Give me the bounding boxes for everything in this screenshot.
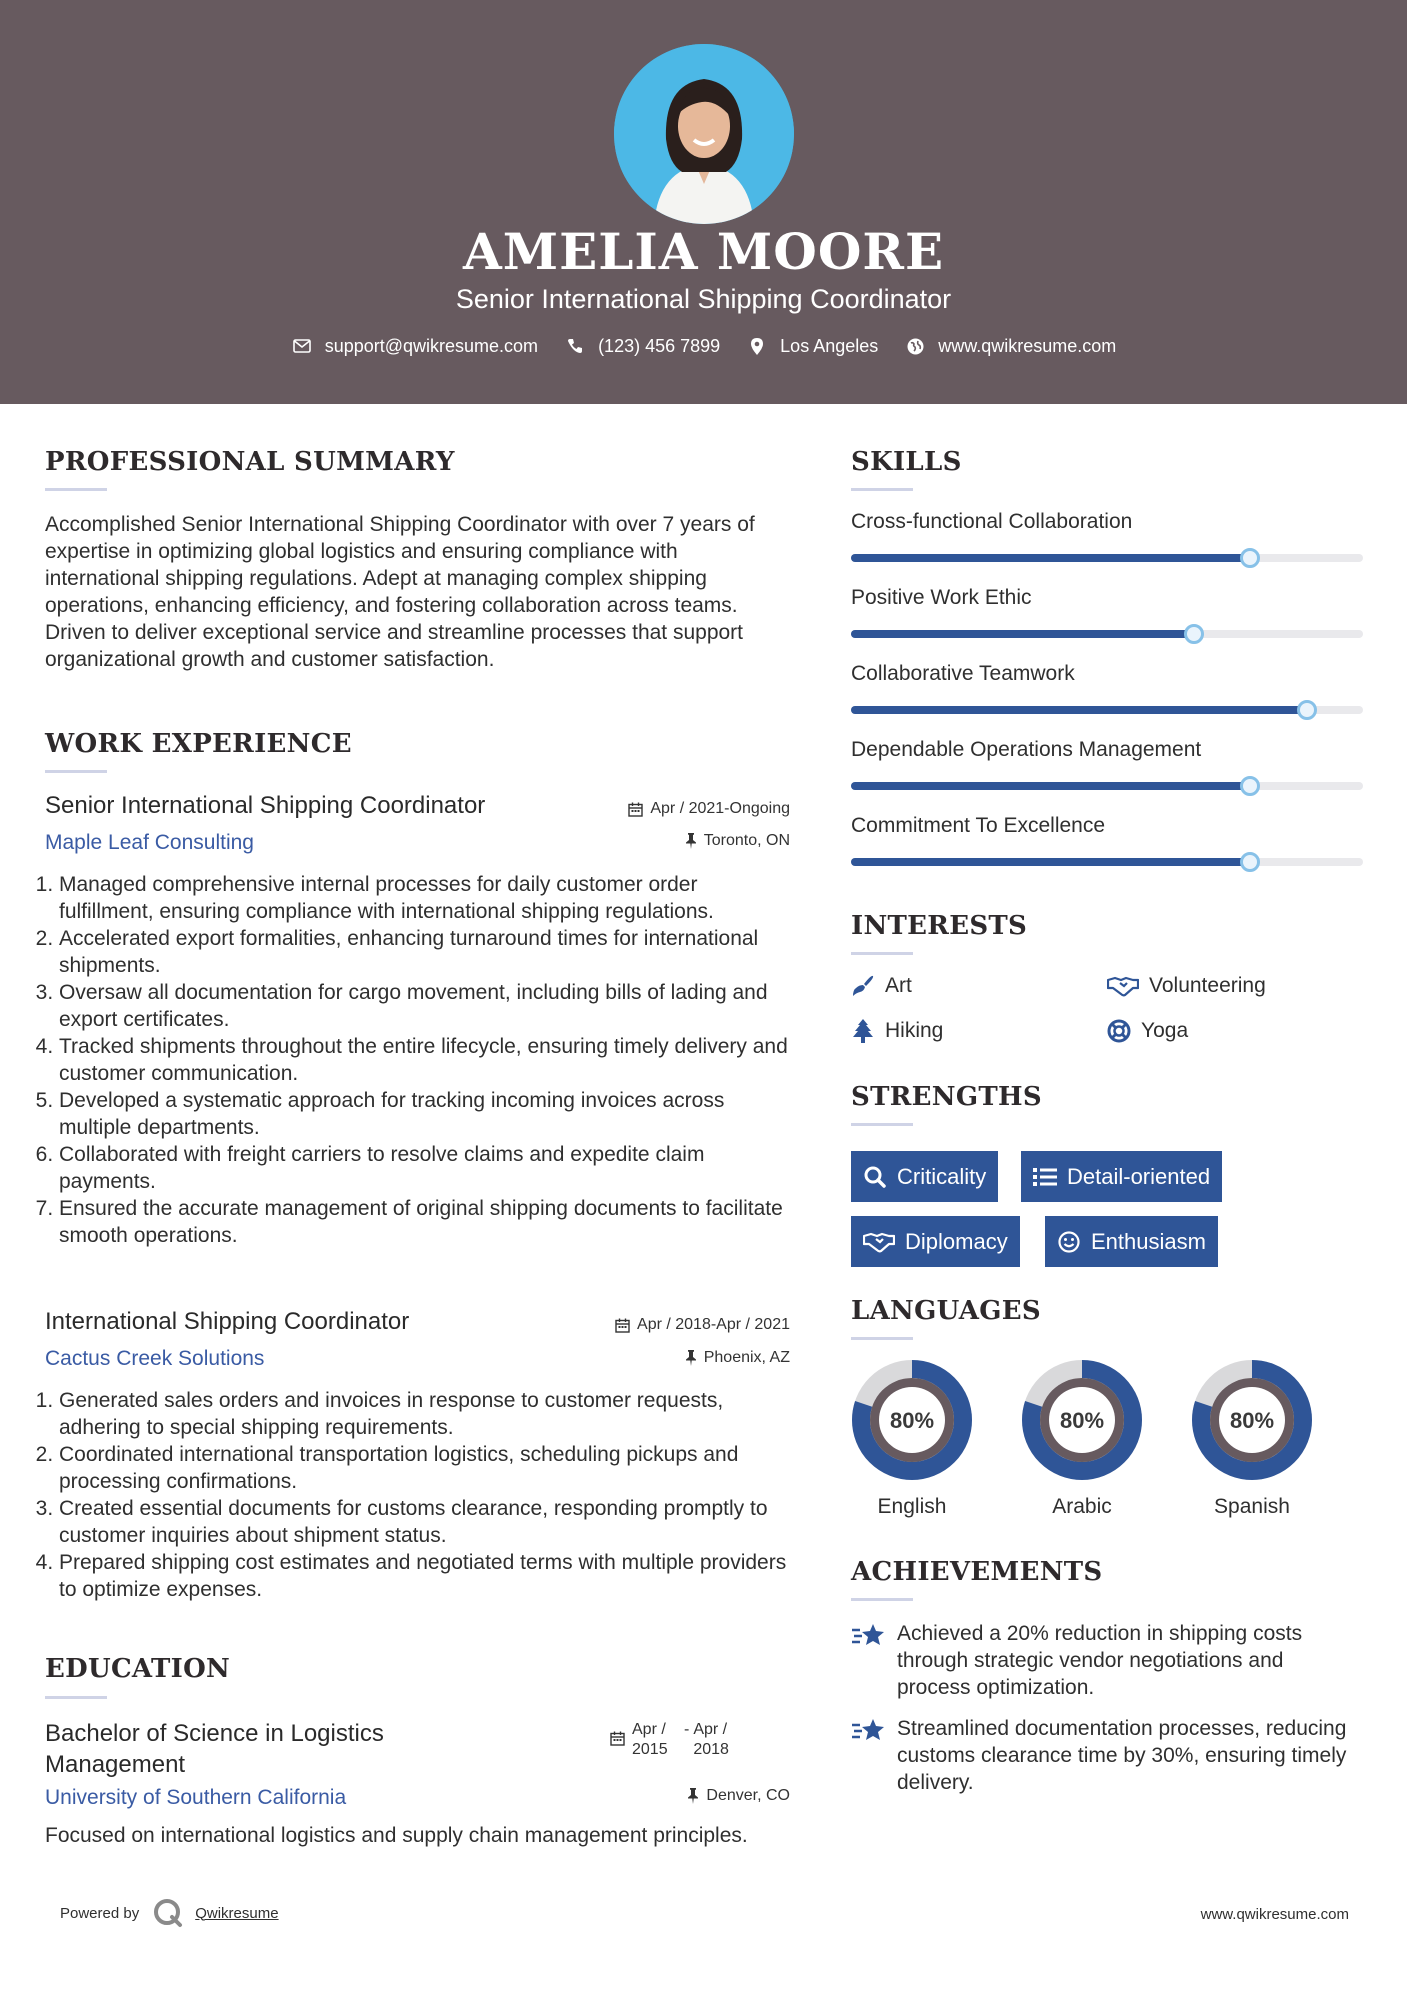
education-date: Apr / 2015 - Apr / 2018 xyxy=(610,1720,741,1760)
skill-bar-knob xyxy=(1297,700,1317,720)
language-item xyxy=(1021,1359,1143,1518)
list-item: 1. Managed comprehensive internal processes for daily customer order fulfillment, ensuring compliance with international shipping regulations. xyxy=(59,871,790,925)
skill-bar-knob xyxy=(1240,852,1260,872)
brand-link[interactable]: Qwikresume xyxy=(195,1904,279,1922)
section-divider xyxy=(851,1337,913,1340)
candidate-title: Senior International Shipping Coordinator xyxy=(455,284,952,314)
achievements-heading: ACHIEVEMENTS xyxy=(851,1557,1103,1587)
language-label: Arabic xyxy=(1052,1495,1112,1518)
skill-bar-fill xyxy=(851,630,1194,638)
interest-yoga: Yoga xyxy=(1107,1019,1188,1043)
footer-website-link[interactable]: www.qwikresume.com xyxy=(1200,1906,1349,1923)
contact-website[interactable]: www.qwikresume.com xyxy=(904,335,1116,357)
skill-label: Commitment To Excellence xyxy=(851,814,1106,837)
strength-tag: Enthusiasm xyxy=(1045,1216,1218,1267)
skill-bar-knob xyxy=(1240,548,1260,568)
handshake-icon xyxy=(863,1230,895,1254)
skill-bar-knob xyxy=(1240,776,1260,796)
job-bullets xyxy=(40,1387,790,1603)
strength-tag: Diplomacy xyxy=(851,1216,1020,1267)
interest-hiking: Hiking xyxy=(851,1019,943,1043)
contact-phone[interactable]: (123) 456 7899 xyxy=(564,335,720,357)
skills-heading: SKILLS xyxy=(851,447,962,477)
language-label: Spanish xyxy=(1214,1495,1290,1518)
job-title: International Shipping Coordinator xyxy=(45,1308,410,1335)
calendar-icon xyxy=(615,1318,630,1333)
education-location: Denver, CO xyxy=(687,1787,790,1805)
language-percent: 80% xyxy=(889,1408,935,1433)
summary-heading: PROFESSIONAL SUMMARY xyxy=(45,447,455,477)
job-date: Apr / 2021-Ongoing xyxy=(628,800,790,818)
shooting-star-icon xyxy=(851,1715,887,1747)
strength-tag: Criticality xyxy=(851,1151,998,1202)
candidate-name: AMELIA MOORE xyxy=(462,222,945,281)
language-label: English xyxy=(877,1495,947,1518)
smile-icon xyxy=(1057,1230,1081,1254)
language-item xyxy=(851,1359,973,1518)
achievement-item: Achieved a 20% reduction in shipping costs through strategic vendor negotiations and process optimization. xyxy=(851,1620,1361,1701)
skill-label: Dependable Operations Management xyxy=(851,738,1202,761)
language-ring xyxy=(1021,1359,1143,1481)
globe-icon xyxy=(904,335,926,357)
map-pin-icon xyxy=(746,335,768,357)
list-item: 7. Ensured the accurate management of original shipping documents to facilitate smooth operations. xyxy=(59,1195,790,1249)
interest-volunteering: Volunteering xyxy=(1107,974,1266,998)
list-item: 5. Developed a systematic approach for tracking incoming invoices across multiple departments. xyxy=(59,1087,790,1141)
lifebuoy-icon xyxy=(1107,1019,1131,1043)
job-title: Senior International Shipping Coordinator xyxy=(45,792,486,819)
list-item: 6. Collaborated with freight carriers to resolve claims and expedite claim payments. xyxy=(59,1141,790,1195)
skill-label: Cross-functional Collaboration xyxy=(851,510,1133,533)
pushpin-icon xyxy=(685,833,697,849)
tree-icon xyxy=(851,1019,875,1043)
section-divider xyxy=(45,488,107,491)
education-heading: EDUCATION xyxy=(45,1654,231,1684)
section-divider xyxy=(45,1696,107,1699)
language-item xyxy=(1191,1359,1313,1518)
calendar-icon xyxy=(610,1731,625,1746)
calendar-icon xyxy=(628,802,643,817)
list-item: 2. Coordinated international transportation logistics, scheduling pickups and processing confirmations. xyxy=(59,1441,790,1495)
resume-header xyxy=(0,0,1407,404)
language-ring xyxy=(851,1359,973,1481)
pushpin-icon xyxy=(687,1788,699,1804)
skill-bar xyxy=(851,858,1363,866)
strengths-heading: STRENGTHS xyxy=(851,1082,1042,1112)
skill-label: Positive Work Ethic xyxy=(851,586,1032,609)
interests-heading: INTERESTS xyxy=(851,911,1028,941)
contact-location: Los Angeles xyxy=(746,335,878,357)
section-divider xyxy=(851,952,913,955)
list-item: 1. Generated sales orders and invoices in response to customer requests, adhering to special shipping requirements. xyxy=(59,1387,790,1441)
skill-bar xyxy=(851,706,1363,714)
shooting-star-icon xyxy=(851,1620,887,1652)
job-company: Maple Leaf Consulting xyxy=(45,831,254,854)
job-location: Toronto, ON xyxy=(685,832,790,850)
envelope-icon xyxy=(291,335,313,357)
section-divider xyxy=(851,488,913,491)
section-divider xyxy=(851,1123,913,1126)
pushpin-icon xyxy=(685,1350,697,1366)
skill-label: Collaborative Teamwork xyxy=(851,662,1075,685)
avatar xyxy=(614,44,794,224)
skill-bar xyxy=(851,782,1363,790)
job-company: Cactus Creek Solutions xyxy=(45,1347,265,1370)
skill-bar-fill xyxy=(851,554,1250,562)
summary-text: Accomplished Senior International Shipping Coordinator with over 7 years of expertise in optimizing global logistics and ensuring compliance with international shipping regulations. Adept at managing complex shipping operations, enhancing efficiency, and fostering collaboration across teams. Driven to deliver exceptional service and streamline processes that support organizational growth and customer satisfaction. xyxy=(45,513,755,671)
school-name: University of Southern California xyxy=(45,1786,347,1809)
skill-bar-fill xyxy=(851,706,1307,714)
section-divider xyxy=(45,770,107,773)
list-item: 3. Created essential documents for customs clearance, responding promptly to customer inquiries about shipment status. xyxy=(59,1495,790,1549)
skill-bar-fill xyxy=(851,858,1250,866)
skill-bar-fill xyxy=(851,782,1250,790)
interest-art: Art xyxy=(851,974,912,998)
qwikresume-logo-icon xyxy=(153,1898,183,1928)
job-location: Phoenix, AZ xyxy=(685,1349,790,1367)
skill-bar-knob xyxy=(1184,624,1204,644)
search-icon xyxy=(863,1165,887,1189)
list-icon xyxy=(1033,1165,1057,1189)
list-item: 2. Accelerated export formalities, enhancing turnaround times for international shipments. xyxy=(59,925,790,979)
handshake-icon xyxy=(1107,974,1139,998)
skill-bar xyxy=(851,630,1363,638)
list-item: 3. Oversaw all documentation for cargo movement, including bills of lading and export certificates. xyxy=(59,979,790,1033)
contact-bar xyxy=(0,335,1407,357)
skill-bar xyxy=(851,554,1363,562)
powered-by: Powered by Qwikresume xyxy=(60,1898,279,1928)
list-item: 4. Prepared shipping cost estimates and negotiated terms with multiple providers to optimize expenses. xyxy=(59,1549,790,1603)
contact-email[interactable]: support@qwikresume.com xyxy=(291,335,538,357)
strength-tag: Detail-oriented xyxy=(1021,1151,1222,1202)
languages-heading: LANGUAGES xyxy=(851,1296,1041,1326)
achievement-item: Streamlined documentation processes, reducing customs clearance time by 30%, ensuring timely delivery. xyxy=(851,1715,1361,1796)
paintbrush-icon xyxy=(851,974,875,998)
degree-title: Bachelor of Science in Logistics Management xyxy=(45,1720,384,1778)
section-divider xyxy=(851,1598,913,1601)
language-percent: 80% xyxy=(1229,1408,1275,1433)
job-bullets xyxy=(40,871,790,1249)
job-date: Apr / 2018-Apr / 2021 xyxy=(615,1316,790,1334)
work-heading: WORK EXPERIENCE xyxy=(45,729,352,759)
list-item: 4. Tracked shipments throughout the entire lifecycle, ensuring timely delivery and customer communication. xyxy=(59,1033,790,1087)
phone-icon xyxy=(564,335,586,357)
language-ring xyxy=(1191,1359,1313,1481)
education-description: Focused on international logistics and supply chain management principles. xyxy=(45,1824,748,1847)
language-percent: 80% xyxy=(1059,1408,1105,1433)
